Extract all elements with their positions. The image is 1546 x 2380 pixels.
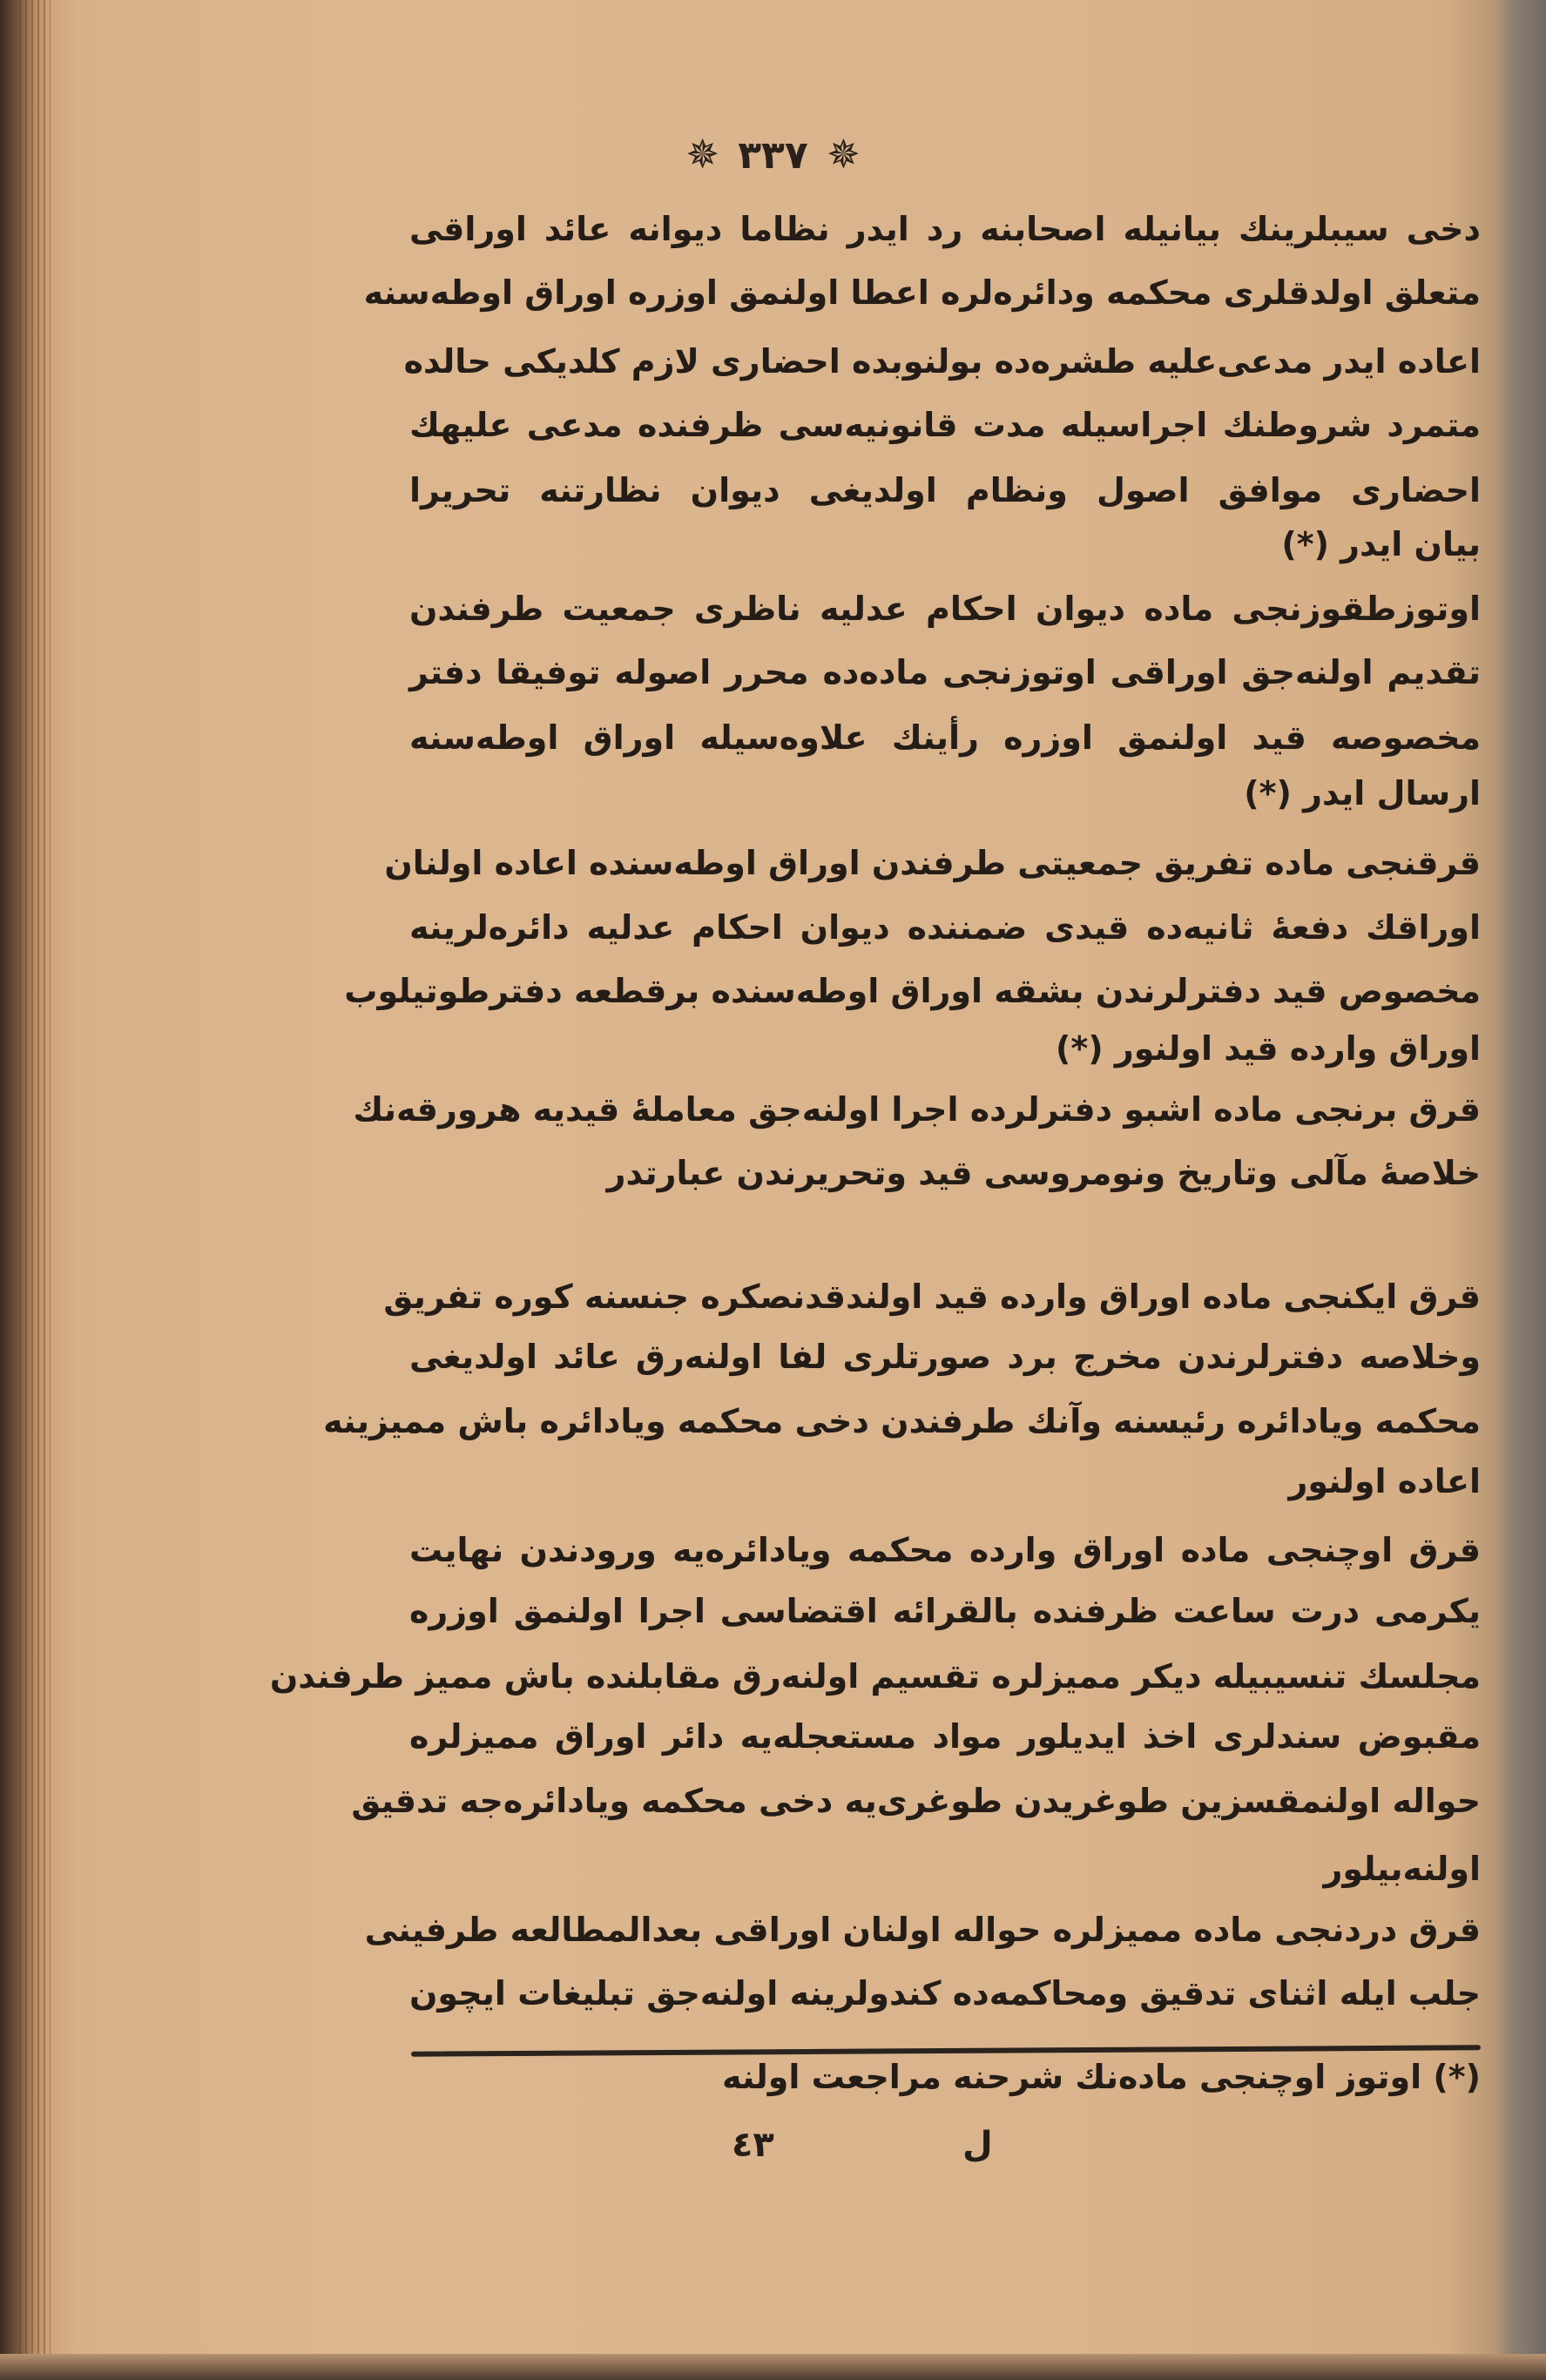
text-line: مخصوص قید دفترلرندن بشقه اوراق اوطه‌سنده برقطعه دفترطوتیلوب xyxy=(344,972,1481,1010)
text-line: مخصوصه قید اولنمق اوزره رأینك علاوه‌سیله اوراق اوطه‌سنه xyxy=(409,718,1481,757)
article-heading-line: قرق دردنجی ماده ممیزلره حواله اولنان اوراقی بعدالمطالعه طرفینی xyxy=(364,1911,1481,1949)
text-line: اوراق وارده قید اولنور (*) xyxy=(1056,1029,1481,1068)
text-line: حواله اولنمقسزین طوغریدن طوغری‌یه دخی محکمه ویادائره‌جه تدقیق xyxy=(351,1782,1481,1820)
text-line: اولنه‌بیلور xyxy=(1323,1850,1481,1888)
article-heading-line: قرق ایکنجی ماده اوراق وارده قید اولندقدنصکره جنسنه کوره تفریق xyxy=(383,1278,1481,1316)
article-heading-line: قرق اوچنجی ماده اوراق وارده محکمه ویادائره‌یه ورودندن نهایت xyxy=(409,1531,1481,1569)
text-line: مقبوض سندلری اخذ ایدیلور مواد مستعجله‌یه دائر اوراق ممیزلره xyxy=(409,1717,1481,1756)
text-line: اعاده ایدر مدعی‌علیه طشره‌ده بولنوبده احضاری لازم کلدیکی حالده xyxy=(403,342,1481,381)
text-line: اعاده اولنور xyxy=(1288,1462,1481,1500)
text-line: اوراقك دفعهٔ ثانیه‌ده قیدی ضمننده دیوان احکام عدلیه دائره‌لرینه xyxy=(409,908,1481,947)
text-line: خلاصهٔ مآلی وتاریخ ونومروسی قید وتحریرندن عبارتدر xyxy=(606,1154,1481,1192)
text-line: متمرد شروطنك اجراسیله مدت قانونیه‌سی ظرفنده مدعی علیهك xyxy=(409,406,1481,444)
page-number: ٣٣٧ xyxy=(738,133,808,178)
text-line: جلب ایله اثنای تدقیق ومحاکمه‌ده کندولرینه اولنه‌جق تبلیغات ایچون xyxy=(409,1974,1481,2013)
text-line: ارسال ایدر (*) xyxy=(1244,774,1481,812)
footnote: (*) اوتوز اوچنجی ماده‌نك شرحنه مراجعت اولنه xyxy=(721,2058,1481,2096)
text-line: بیان ایدر (*) xyxy=(1281,525,1481,563)
text-line: تقدیم اولنه‌جق اوراقی اوتوزنجی ماده‌ده محرر اصوله توفیقا دفتر xyxy=(409,653,1481,691)
text-line: مجلسك تنسیبیله دیکر ممیزلره تقسیم اولنه‌رق مقابلنده باش ممیز طرفندن xyxy=(269,1657,1481,1696)
page-bottom-edge xyxy=(0,2354,1546,2380)
text-line: متعلق اولدقلری محکمه ودائره‌لره اعطا اولنمق اوزره اوراق اوطه‌سنه xyxy=(363,273,1481,312)
text-line: یکرمی درت ساعت ظرفنده بالقرائه اقتضاسی اجرا اولنمق اوزره xyxy=(409,1592,1481,1630)
article-heading-line: قرقنجی ماده تفریق جمعیتی طرفندن اوراق اوطه‌سنده اعاده اولنان xyxy=(384,844,1481,882)
ornament-icon: ✵ xyxy=(685,131,719,178)
sheet-number: ٤٣ xyxy=(732,2125,774,2165)
page-header xyxy=(0,131,1546,178)
article-heading-line: قرق برنجی ماده اشبو دفترلرده اجرا اولنه‌جق معاملهٔ قیدیه هرورقه‌نك xyxy=(353,1090,1481,1129)
ornament-icon: ✵ xyxy=(827,131,861,178)
signature-letter: ل xyxy=(962,2125,993,2165)
article-heading-line: اوتوزطقوزنجی ماده دیوان احکام عدلیه ناظری جمعیت طرفندن xyxy=(409,590,1481,628)
text-line: محکمه ویادائره رئیسنه وآنك طرفندن دخی محکمه ویادائره باش ممیزینه xyxy=(323,1402,1481,1440)
text-line: وخلاصه دفترلرندن مخرج برد صورتلری لفا اولنه‌رق عائد اولدیغی xyxy=(409,1338,1481,1376)
text-line: دخی سیبلرینك بیانیله اصحابنه رد ایدر نظاما دیوانه عائد اوراقی xyxy=(409,210,1481,248)
text-line: احضاری موافق اصول ونظام اولدیغی دیوان نظارتنه تحریرا xyxy=(409,471,1481,509)
